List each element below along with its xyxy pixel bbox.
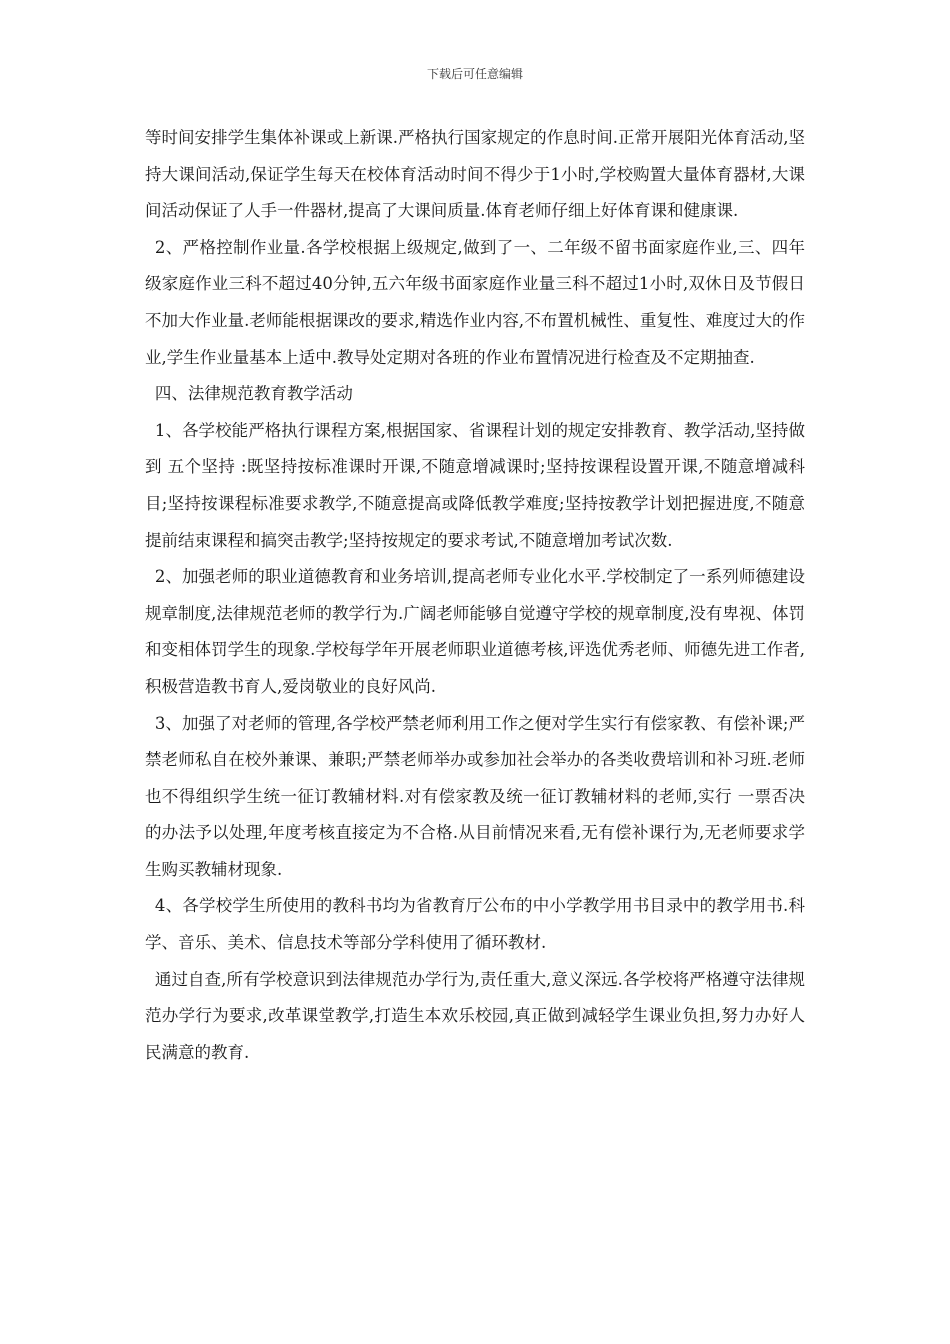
document-body bbox=[145, 120, 805, 1071]
paragraph-conclusion: 通过自查,所有学校意识到法律规范办学行为,责任重大,意义深远.各学校将严格遵守法律规范办学行为要求,改革课堂教学,打造生本欢乐校园,真正做到减轻学生课业负担,努力办好人民满意的教育. bbox=[145, 969, 805, 1062]
paragraph-item-2-homework: 2、严格控制作业量.各学校根据上级规定,做到了一、二年级不留书面家庭作业,三、四年级家庭作业三科不超过40分钟,五六年级书面家庭作业量三科不超过1小时,双休日及节假日不加大作业量.老师能根据课改的要求,精选作业内容,不布置机械性、重复性、难度过大的作业,学生作业量基本上适中.教导处定期对各班的作业布置情况进行检查及不定期抽查. bbox=[145, 237, 805, 367]
paragraph-item-2-teacher-ethics: 2、加强老师的职业道德教育和业务培训,提高老师专业化水平.学校制定了一系列师德建设规章制度,法律规范老师的教学行为.广阔老师能够自觉遵守学校的规章制度,没有卑视、体罚和变相体罚学生的现象.学校每学年开展老师职业道德考核,评选优秀老师、师德先进工作者,积极营造教书育人,爱岗敬业的良好风尚. bbox=[145, 567, 805, 696]
paragraph-item-4-textbooks: 4、各学校学生所使用的教科书均为省教育厅公布的中小学教学用书目录中的教学用书.科学、音乐、美术、信息技术等部分学科使用了循环教材. bbox=[145, 896, 805, 953]
paragraph-continuation: 等时间安排学生集体补课或上新课.严格执行国家规定的作息时间.正常开展阳光体育活动,坚持大课间活动,保证学生每天在校体育活动时间不得少于1小时,学校购置大量体育器材,大课间活动保证了人手一件器材,提高了大课间质量.体育老师仔细上好体育课和健康课. bbox=[145, 128, 805, 221]
page-header-note: 下载后可任意编辑 bbox=[426, 67, 523, 81]
paragraph-item-1-curriculum: 1、各学校能严格执行课程方案,根据国家、省课程计划的规定安排教育、教学活动,坚持做到 五个坚持 :既坚持按标准课时开课,不随意增减课时;坚持按课程设置开课,不随意增减科目;坚持按课程标准要求教学,不随意提高或降低教学难度;坚持按教学计划把握进度,不随意提前结束课程和搞突击教学;坚持按规定的要求考试,不随意增加考试次数. bbox=[145, 420, 805, 550]
paragraph-item-3-teacher-management: 3、加强了对老师的管理,各学校严禁老师利用工作之便对学生实行有偿家教、有偿补课;严禁老师私自在校外兼课、兼职;严禁老师举办或参加社会举办的各类收费培训和补习班.老师也不得组织学生统一征订教辅材料.对有偿家教及统一征订教辅材料的老师,实行 一票否决 的办法予以处理,年度考核直接定为不合格.从目前情况来看,无有偿补课行为,无老师要求学生购买教辅材现象. bbox=[145, 713, 805, 879]
section-heading-four: 四、法律规范教育教学活动 bbox=[154, 384, 353, 404]
